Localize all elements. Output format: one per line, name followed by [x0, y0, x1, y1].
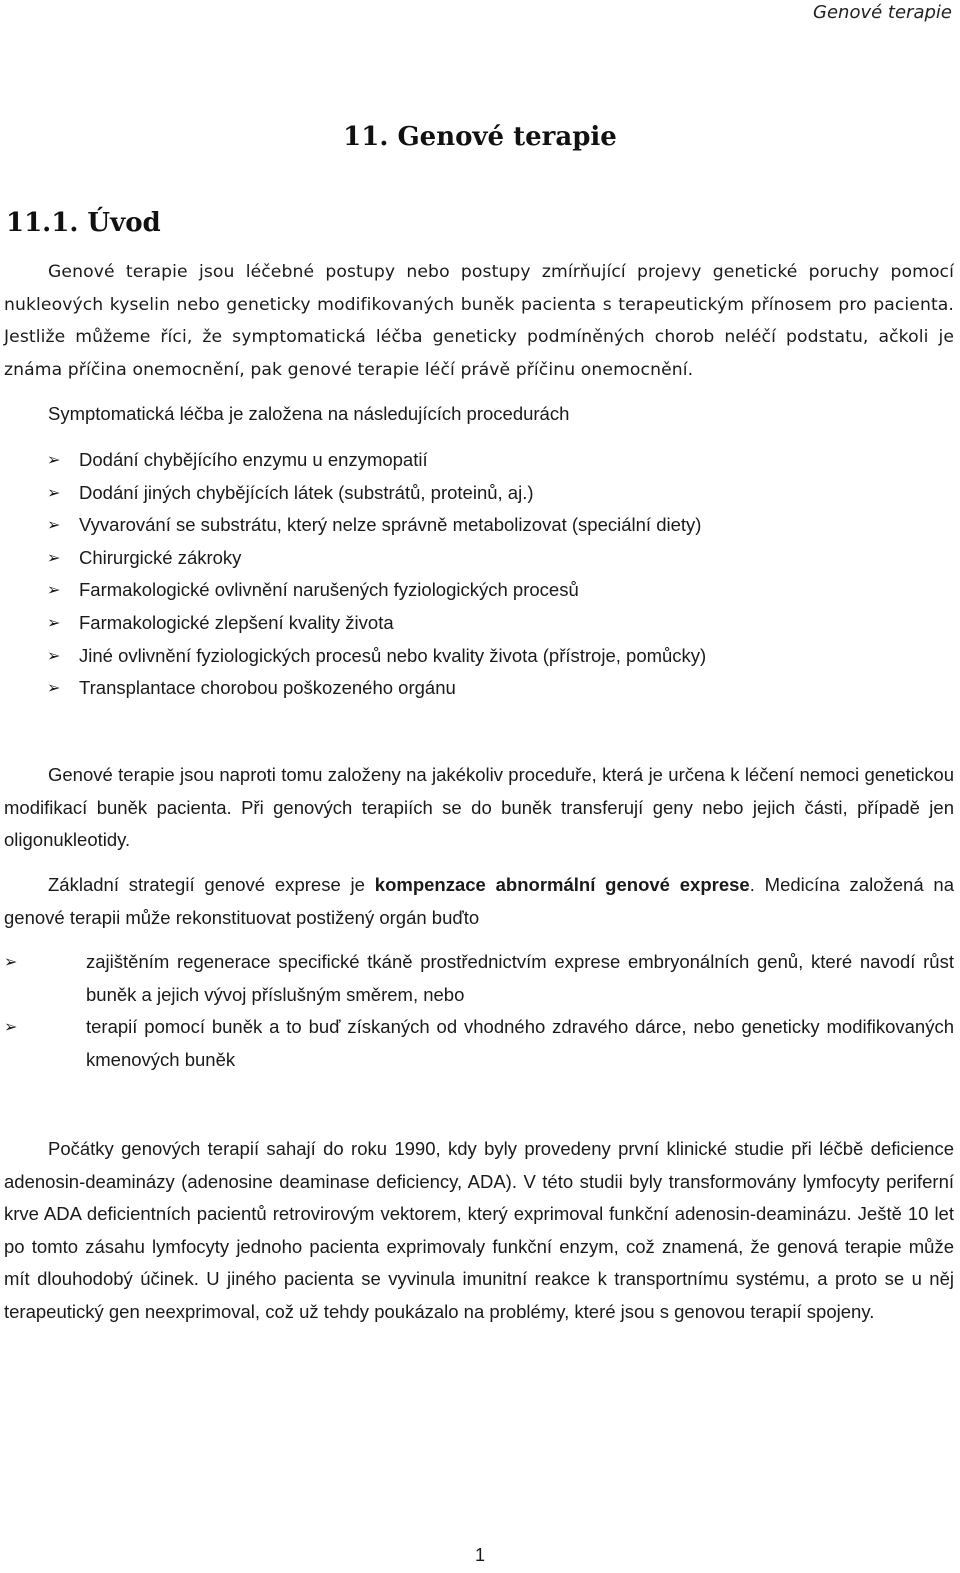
section-title: 11.1. Úvod [6, 208, 161, 238]
strategy-options-list [4, 946, 954, 1076]
list-item: ➢ zajištěním regenerace specifické tkáně prostřednictvím exprese embryonálních genů, které navodí růst buněk a jejich vývoj příslušným směrem, nebo [86, 946, 954, 1011]
arrowhead-bullet-icon: ➢ [47, 580, 61, 600]
list-item: ➢ Vyvarování se substrátu, který nelze správně metabolizovat (speciální diety) [79, 509, 706, 542]
arrowhead-bullet-icon: ➢ [4, 1017, 18, 1037]
arrowhead-bullet-icon: ➢ [47, 645, 61, 665]
arrowhead-bullet-icon: ➢ [47, 678, 61, 698]
strategy-emphasis: kompenzace abnormální genové exprese [374, 874, 750, 895]
running-header: Genové terapie [813, 2, 952, 23]
arrowhead-bullet-icon: ➢ [47, 482, 61, 502]
procedures-list [47, 444, 707, 705]
list-item: ➢ Chirurgické zákroky [79, 542, 706, 575]
chapter-title: 11. Genové terapie [343, 122, 617, 152]
procedures-intro: Symptomatická léčba je založena na následujících procedurách [48, 403, 570, 424]
arrowhead-bullet-icon: ➢ [47, 450, 61, 469]
arrowhead-bullet-icon: ➢ [47, 612, 61, 632]
list-item: ➢ Dodání chybějícího enzymu u enzymopatií [79, 444, 706, 477]
list-item: ➢ Dodání jiných chybějících látek (substrátů, proteinů, aj.) [79, 477, 706, 510]
arrowhead-bullet-icon: ➢ [47, 515, 61, 535]
gene-therapy-paragraph: Genové terapie jsou naproti tomu založeny na jakékoliv proceduře, která je určena k léčení nemoci genetickou modifikací buněk pacienta. Při genových terapiích se do buněk transferují geny nebo jejich části, případě jen oligonukleotidy. [4, 764, 954, 850]
list-item: ➢ Farmakologické zlepšení kvality života [79, 607, 706, 640]
history-paragraph: Počátky genových terapií sahají do roku 1990, kdy byly provedeny první klinické studie při léčbě deficience adenosin-deaminázy (adenosine deaminase deficiency, ADA). V této studii byly transformovány lymfocyty periferní krve ADA deficientních pacientů retrovirovým vektorem, který exprimoval funkční adenosin-deaminázu. Ještě 10 let po tomto zásahu lymfocyty jednoho pacienta exprimovaly funkční enzym, což znamená, že genová terapie může mít dlouhodobý účinek. U jiného pacienta se vyvinula imunitní reakce k transportnímu systému, a proto se u něj terapeutický gen neexprimoval, což už tehdy poukázalo na problémy, které jsou s genovou terapií spojeny. [4, 1138, 954, 1322]
list-item: ➢ Farmakologické ovlivnění narušených fyziologických procesů [79, 574, 706, 607]
page-number: 1 [474, 1545, 485, 1565]
intro-paragraph: Genové terapie jsou léčebné postupy nebo postupy zmírňující projevy genetické poruchy pomocí nukleových kyselin nebo geneticky modifikovaných buněk pacienta s terapeutickým přínosem pro pacienta. Jestliže můžeme říci, že symptomatická léčba geneticky podmíněných chorob neléčí podstatu, ačkoli je známa příčina onemocnění, pak genové terapie léčí právě příčinu onemocnění. [4, 262, 954, 380]
strategy-paragraph: Základní strategií genové exprese je kompenzace abnormální genové exprese. Medicína založená na genové terapii může rekonstituovat postižený orgán buďto [4, 874, 955, 928]
list-item: ➢ terapií pomocí buněk a to buď získaných od vhodného zdravého dárce, nebo geneticky modifikovaných kmenových buněk [86, 1011, 954, 1076]
list-item: ➢ Jiné ovlivnění fyziologických procesů nebo kvality života (přístroje, pomůcky) [79, 640, 706, 673]
arrowhead-bullet-icon: ➢ [4, 952, 18, 971]
arrowhead-bullet-icon: ➢ [47, 547, 61, 567]
list-item: ➢ Transplantace chorobou poškozeného orgánu [79, 672, 706, 705]
